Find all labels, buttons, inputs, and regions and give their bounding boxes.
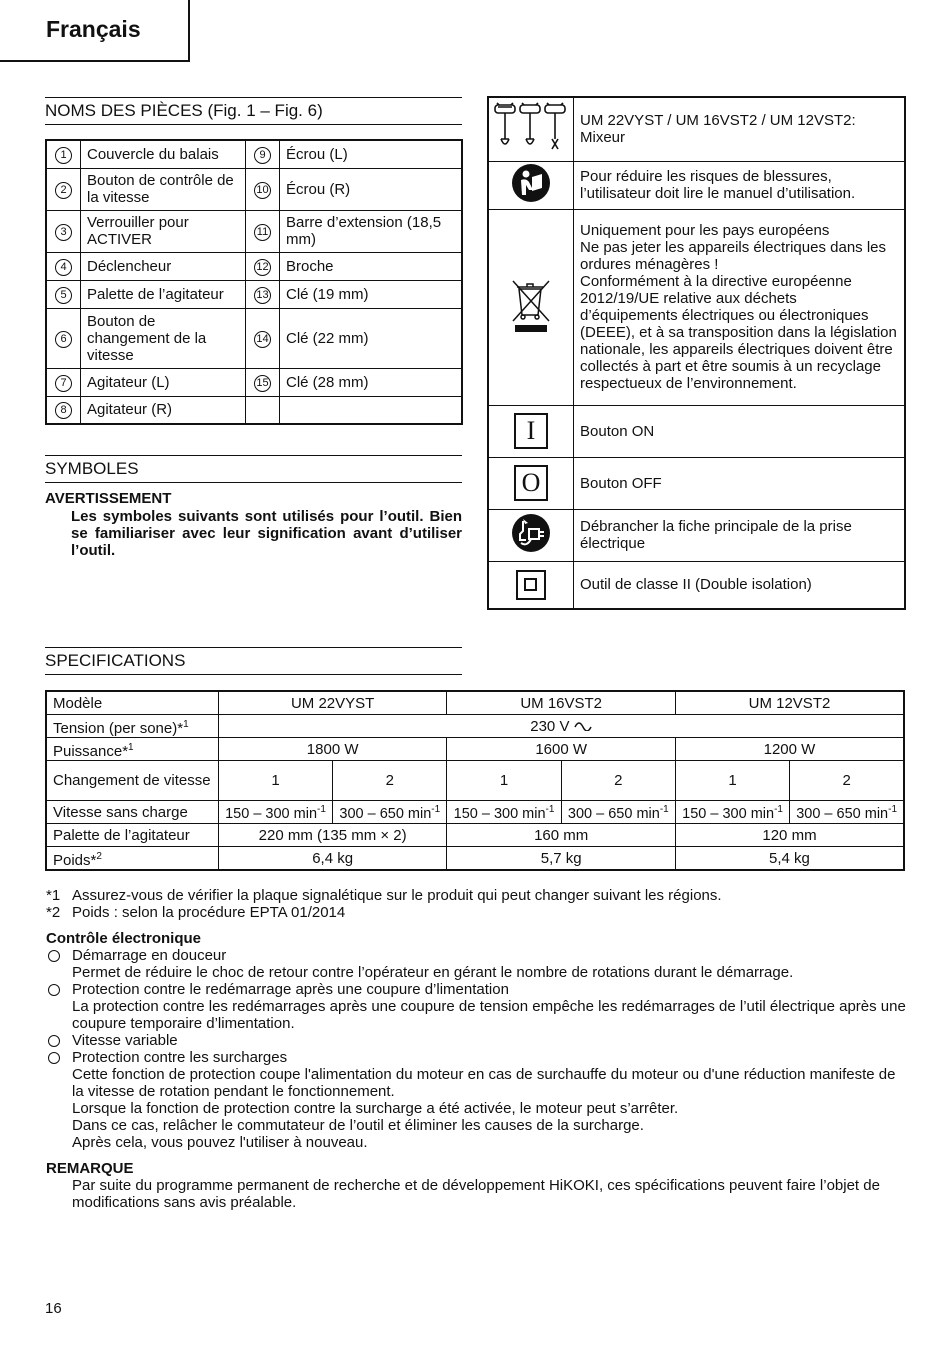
footnote-1-mark: *1: [46, 887, 61, 904]
speed-value: 300 – 650 min: [567, 805, 660, 822]
part-number-badge: 4: [55, 259, 72, 276]
spec-label: Modèle: [46, 691, 218, 715]
part-number: [46, 308, 81, 368]
part-number-badge: 5: [55, 287, 72, 304]
symbols-table: [487, 96, 906, 610]
circle-bullet-icon: [48, 984, 60, 996]
part-name: Écrou (L): [280, 140, 463, 168]
symbol-row: [488, 97, 905, 161]
spec-row-voltage: [46, 715, 904, 738]
spec-weight: 5,4 kg: [675, 847, 904, 871]
part-name: Couvercle du balais: [81, 140, 246, 168]
spec-label: Vitesse sans charge: [46, 801, 218, 824]
spec-gear: 1: [675, 761, 789, 801]
remark-title: REMARQUE: [46, 1160, 134, 1177]
weee-text: Uniquement pour les pays européens Ne pas jeter les appareils électriques dans les ordures ménagères ! Conformément à la directive européenne 2012/19/UE relative aux déchets d’équipements électriques ou électroniques (DEEE), et à sa transposition dans la législation nationale, les appareils électriques doivent être collectés à part et être soumis à un recyclage respectueux de l’environnement.: [580, 222, 897, 392]
parts-section-title: NOMS DES PIÈCES (Fig. 1 – Fig. 6): [45, 97, 462, 125]
part-name: Palette de l’agitateur: [81, 280, 246, 308]
parts-row: [46, 308, 462, 368]
symbol-text: Bouton ON: [574, 405, 906, 457]
footnote-2-mark: *2: [46, 904, 61, 921]
parts-row: [46, 396, 462, 424]
speed-sup: -1: [431, 804, 441, 816]
part-number-badge: 9: [254, 147, 271, 164]
part-number-badge: 3: [55, 224, 72, 241]
remark-text: Par suite du programme permanent de recherche et de développement HiKOKI, ces spécifications peuvent faire l’objet de modifications sans avis préalable.: [72, 1177, 880, 1211]
voltage-value: 230 V: [530, 717, 570, 735]
spec-speed: [218, 801, 332, 824]
part-name: Agitateur (R): [81, 396, 246, 424]
power-label: Puissance*: [53, 742, 129, 760]
off-glyph: O: [514, 465, 548, 501]
spec-gear: 2: [561, 761, 675, 801]
part-number: [46, 252, 81, 280]
spec-speed: [675, 801, 789, 824]
on-glyph: I: [514, 413, 548, 449]
part-name: [280, 396, 463, 424]
electronic-item-body: Permet de réduire le choc de retour contre l’opérateur en gérant le nombre de rotations durant le démarrage.: [72, 964, 794, 981]
part-number: [46, 280, 81, 308]
part-number-badge: 1: [55, 147, 72, 164]
language-tab: [0, 0, 190, 62]
off-switch-icon: [488, 457, 574, 509]
symbol-row: [488, 161, 905, 209]
part-number: [46, 210, 81, 252]
footnote-2-text: Poids : selon la procédure EPTA 01/2014: [72, 904, 346, 921]
symbol-row: [488, 457, 905, 509]
part-name: Clé (28 mm): [280, 368, 463, 396]
speed-sup: -1: [774, 804, 783, 816]
electronic-item-head: Protection contre le redémarrage après une coupure d’limentation: [72, 981, 509, 998]
part-number-badge: 6: [55, 331, 72, 348]
mixer-icon: [488, 97, 574, 161]
electronic-title: Contrôle électronique: [46, 930, 202, 947]
spec-gear: 2: [333, 761, 447, 801]
part-number: [46, 168, 81, 210]
parts-row: [46, 210, 462, 252]
warning-title: AVERTISSEMENT: [45, 490, 172, 507]
spec-speed: [447, 801, 561, 824]
specs-section-title: SPECIFICATIONS: [45, 647, 462, 675]
symbol-row: [488, 209, 905, 405]
part-number: [246, 168, 280, 210]
warning-text: Les symboles suivants sont utilisés pour l’outil. Bien se familiariser avec leur signification avant d’utiliser l’outil.: [71, 508, 462, 559]
part-number: [246, 308, 280, 368]
speed-value: 300 – 650 min: [796, 805, 889, 822]
electronic-item: [46, 947, 906, 981]
part-number: [46, 140, 81, 168]
part-number: [246, 210, 280, 252]
symbol-row: [488, 561, 905, 609]
part-number-badge: 10: [254, 182, 271, 199]
electronic-item: [46, 1049, 906, 1151]
electronic-item-body: Cette fonction de protection coupe l'alimentation du moteur en cas de surchauffe du moteur ou d'une réduction manifeste de la vitesse de rotation pendant le fonctionnement. Lorsque la fonction de protection contre la surcharge a été activée, le moteur peut s’arrêter. Dans ce cas, relâcher le commutateur de l’outil et éliminer les causes de la surcharge. Après cela, vous pouvez l'utiliser à nouveau.: [72, 1066, 896, 1151]
spec-paddle: 160 mm: [447, 824, 676, 847]
part-number: [46, 396, 81, 424]
spec-row-paddle: [46, 824, 904, 847]
speed-sup: -1: [545, 804, 555, 816]
spec-label: Palette de l’agitateur: [46, 824, 218, 847]
part-name: Écrou (R): [280, 168, 463, 210]
electronic-item: [46, 981, 906, 1032]
spec-weight: 6,4 kg: [218, 847, 447, 871]
part-number-badge: 7: [55, 375, 72, 392]
spec-row-gears: [46, 761, 904, 801]
part-name: Bouton de changement de la vitesse: [81, 308, 246, 368]
part-number: [246, 368, 280, 396]
footnote-1-text: Assurez-vous de vérifier la plaque signalétique sur le produit qui peut changer suivant les régions.: [72, 887, 722, 904]
parts-row: [46, 168, 462, 210]
voltage-label: Tension (per sone)*: [53, 719, 184, 737]
page-number: 16: [45, 1300, 62, 1317]
spec-speed: [790, 801, 904, 824]
circle-bullet-icon: [48, 950, 60, 962]
double-insulation-icon: [488, 561, 574, 609]
symbol-row: [488, 509, 905, 561]
symbol-text: UM 22VYST / UM 16VST2 / UM 12VST2: Mixeur: [574, 97, 906, 161]
spec-power: 1200 W: [675, 738, 904, 761]
weight-sup: 2: [96, 850, 102, 862]
symbol-text: Bouton OFF: [574, 457, 906, 509]
part-number-badge: 13: [254, 287, 271, 304]
symbol-text: Outil de classe II (Double isolation): [574, 561, 906, 609]
spec-row-power: [46, 738, 904, 761]
electronic-item-head: Démarrage en douceur: [72, 947, 227, 964]
speed-sup: -1: [888, 804, 898, 816]
language-label: Français: [46, 16, 141, 42]
spec-power: 1800 W: [218, 738, 447, 761]
spec-label: Changement de vitesse: [46, 761, 218, 801]
parts-row: [46, 140, 462, 168]
part-name: Barre d’extension (18,5 mm): [280, 210, 463, 252]
part-number-badge: 2: [55, 182, 72, 199]
parts-row: [46, 280, 462, 308]
speed-value: 300 – 650 min: [339, 805, 432, 822]
spec-gear: 1: [447, 761, 561, 801]
part-number: [246, 252, 280, 280]
speed-value: 150 – 300 min: [225, 805, 318, 822]
part-number: [246, 140, 280, 168]
part-name: Bouton de contrôle de la vitesse: [81, 168, 246, 210]
spec-weight: 5,7 kg: [447, 847, 676, 871]
circle-bullet-icon: [48, 1052, 60, 1064]
weee-bin-icon: [488, 209, 574, 405]
spec-model: UM 16VST2: [447, 691, 676, 715]
speed-sup: -1: [659, 804, 669, 816]
part-number: [46, 368, 81, 396]
part-number-badge: 11: [254, 224, 271, 241]
part-name: Clé (22 mm): [280, 308, 463, 368]
speed-value: 150 – 300 min: [682, 805, 775, 822]
parts-row: [46, 252, 462, 280]
electronic-item-body: La protection contre les redémarrages après une coupure de tension empêche les redémarrages de l’util électrique après une coupure temporaire d’limentation.: [72, 998, 906, 1032]
speed-sup: -1: [317, 804, 326, 816]
speed-value: 150 – 300 min: [453, 805, 546, 822]
part-name: Agitateur (L): [81, 368, 246, 396]
weight-label: Poids*: [53, 851, 97, 869]
part-name: Déclencheur: [81, 252, 246, 280]
spec-label: [46, 847, 218, 871]
circle-bullet-icon: [48, 1035, 60, 1047]
electronic-item-head: Vitesse variable: [72, 1032, 178, 1049]
spec-speed: [561, 801, 675, 824]
spec-model: UM 22VYST: [218, 691, 447, 715]
spec-label: [46, 738, 218, 761]
part-number: [246, 280, 280, 308]
spec-label: [46, 715, 218, 738]
specs-table: [45, 690, 905, 871]
spec-gear: 2: [790, 761, 904, 801]
spec-power: 1600 W: [447, 738, 676, 761]
spec-paddle: 120 mm: [675, 824, 904, 847]
electronic-item-head: Protection contre les surcharges: [72, 1049, 288, 1066]
symbol-text: Débrancher la fiche principale de la prise électrique: [574, 509, 906, 561]
spec-row-weight: [46, 847, 904, 871]
parts-table: [45, 139, 463, 425]
part-number-badge: 14: [254, 331, 271, 348]
symbol-text: [574, 209, 906, 405]
spec-row-model: [46, 691, 904, 715]
part-number-badge: 12: [254, 259, 271, 276]
power-sup: 1: [128, 741, 134, 753]
spec-paddle: 220 mm (135 mm × 2): [218, 824, 447, 847]
spec-speed: [333, 801, 447, 824]
symbols-section-title: SYMBOLES: [45, 455, 462, 483]
spec-model: UM 12VST2: [675, 691, 904, 715]
part-name: Verrouiller pour ACTIVER: [81, 210, 246, 252]
part-number-badge: 8: [55, 402, 72, 419]
part-name: Clé (19 mm): [280, 280, 463, 308]
voltage-sup: 1: [183, 718, 189, 730]
on-switch-icon: [488, 405, 574, 457]
ac-wave-icon: [574, 721, 592, 731]
electronic-item: [46, 1032, 906, 1049]
part-name: Broche: [280, 252, 463, 280]
part-number-badge: 15: [254, 375, 271, 392]
parts-row: [46, 368, 462, 396]
symbol-text: Pour réduire les risques de blessures, l’utilisateur doit lire le manuel d’utilisation.: [574, 161, 906, 209]
spec-gear: 1: [218, 761, 332, 801]
spec-voltage: [218, 715, 904, 738]
read-manual-icon: [488, 161, 574, 209]
spec-row-speed: [46, 801, 904, 824]
part-number: [246, 396, 280, 424]
unplug-icon: [488, 509, 574, 561]
symbol-row: [488, 405, 905, 457]
